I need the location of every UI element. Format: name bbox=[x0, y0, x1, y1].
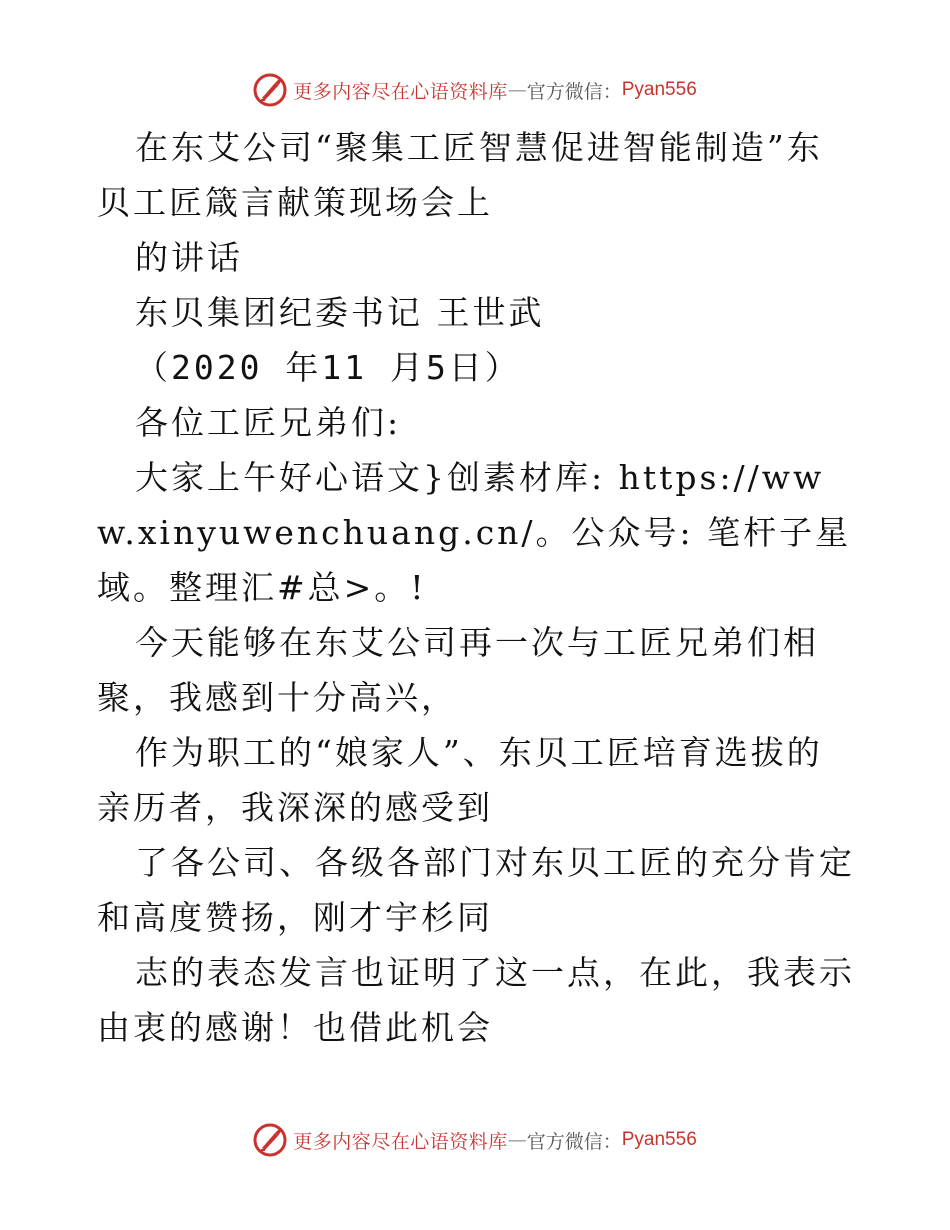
quill-pen-logo-icon bbox=[253, 1123, 287, 1157]
banner-brand-text: 更多内容尽在心语资料库 bbox=[293, 1130, 508, 1153]
footer-watermark-banner bbox=[0, 1120, 950, 1160]
speaker-line: 东贝集团纪委书记 王世武 bbox=[135, 293, 545, 332]
quill-pen-logo-icon bbox=[253, 73, 287, 107]
paragraph: 作为职工的“娘家人”、东贝工匠培育选拔的亲历者，我深深的感受到 bbox=[97, 733, 823, 827]
document-body bbox=[97, 120, 857, 1055]
banner-separator: — bbox=[507, 79, 527, 101]
paragraph: 了各公司、各级各部门对东贝工匠的充分肯定和高度赞扬，刚才宇杉同 bbox=[97, 843, 855, 937]
banner-wechat-id: Pyan556 bbox=[621, 79, 697, 100]
paragraph-greeting: 大家上午好心语文}创素材库: https://www.xinyuwenchuang.cn/。公众号: 笔杆子星域。整理汇#总>。! bbox=[97, 458, 852, 607]
banner-wechat-label: 官方微信： bbox=[526, 1130, 622, 1153]
document-title: 在东艾公司“聚集工匠智慧促进智能制造”东贝工匠箴言献策现场会上 bbox=[97, 128, 823, 222]
banner-brand-text: 更多内容尽在心语资料库 bbox=[293, 80, 508, 103]
banner-wechat-label: 官方微信： bbox=[526, 80, 622, 103]
salutation: 各位工匠兄弟们: bbox=[135, 403, 402, 442]
paragraph: 今天能够在东艾公司再一次与工匠兄弟们相聚，我感到十分高兴， bbox=[97, 623, 819, 717]
document-title-continued: 的讲话 bbox=[135, 238, 243, 277]
paragraph: 志的表态发言也证明了这一点，在此，我表示由衷的感谢！也借此机会 bbox=[97, 953, 855, 1047]
banner-separator: — bbox=[507, 1129, 527, 1151]
speech-date: （2020 年11 月5日） bbox=[135, 348, 521, 387]
banner-wechat-id: Pyan556 bbox=[621, 1129, 697, 1150]
header-watermark-banner bbox=[0, 70, 950, 110]
